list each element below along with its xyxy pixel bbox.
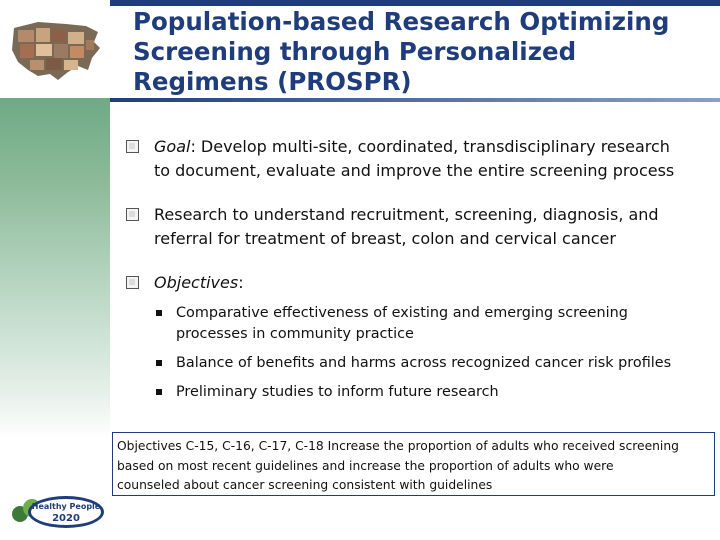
bullet-objectives xyxy=(126,271,706,295)
healthy-people-year: 2020 xyxy=(52,513,80,524)
square-bullet-icon xyxy=(156,360,162,366)
list-item xyxy=(156,303,701,345)
bullet-label: Objectives xyxy=(154,273,239,292)
list-item xyxy=(156,353,701,374)
sub-line: Comparative effectiveness of existing and emerging screening xyxy=(176,305,628,321)
slide-title xyxy=(133,7,713,97)
objectives-list xyxy=(156,303,701,403)
bullet-label: Goal xyxy=(154,137,191,156)
sidebar xyxy=(0,0,110,540)
bullet-research xyxy=(126,203,706,251)
bullet-line xyxy=(154,271,706,295)
top-rule xyxy=(110,0,720,6)
bullet-line xyxy=(154,135,706,159)
sub-line: Balance of benefits and harms across recognized cancer risk profiles xyxy=(176,355,672,371)
sub-line: Preliminary studies to inform future research xyxy=(176,384,499,400)
callout-line: Objectives C-15, C-16, C-17, C-18 Increase the proportion of adults who received screening xyxy=(117,439,679,453)
objectives-callout-box xyxy=(112,432,715,496)
title-line: Regimens (PROSPR) xyxy=(133,67,412,96)
callout-line: based on most recent guidelines and increase the proportion of adults who were xyxy=(117,458,614,473)
checkbox-bullet-icon xyxy=(126,140,139,153)
bullet-line: to document, evaluate and improve the entire screening process xyxy=(154,161,675,180)
bullet-goal xyxy=(126,135,706,183)
bullet-line: referral for treatment of breast, colon and cervical cancer xyxy=(154,229,616,248)
us-map-logo-icon xyxy=(8,14,106,86)
square-bullet-icon xyxy=(156,389,162,395)
square-bullet-icon xyxy=(156,310,162,316)
bullet-line: Research to understand recruitment, screening, diagnosis, and xyxy=(154,205,659,224)
healthy-people-2020-logo xyxy=(8,490,106,534)
bullet-text: : xyxy=(238,273,244,292)
title-underline xyxy=(110,98,720,102)
callout-line: counseled about cancer screening consistent with guidelines xyxy=(117,478,493,492)
healthy-people-text: Healthy People xyxy=(31,502,101,511)
title-line: Population-based Research Optimizing xyxy=(133,7,670,36)
checkbox-bullet-icon xyxy=(126,276,139,289)
checkbox-bullet-icon xyxy=(126,208,139,221)
list-item xyxy=(156,382,701,403)
title-line: Screening through Personalized xyxy=(133,37,577,66)
sidebar-gradient xyxy=(0,98,110,440)
sub-line: processes in community practice xyxy=(176,326,414,342)
bullet-text: : Develop multi-site, coordinated, transdisciplinary research xyxy=(190,137,670,156)
slide-content xyxy=(126,135,706,411)
